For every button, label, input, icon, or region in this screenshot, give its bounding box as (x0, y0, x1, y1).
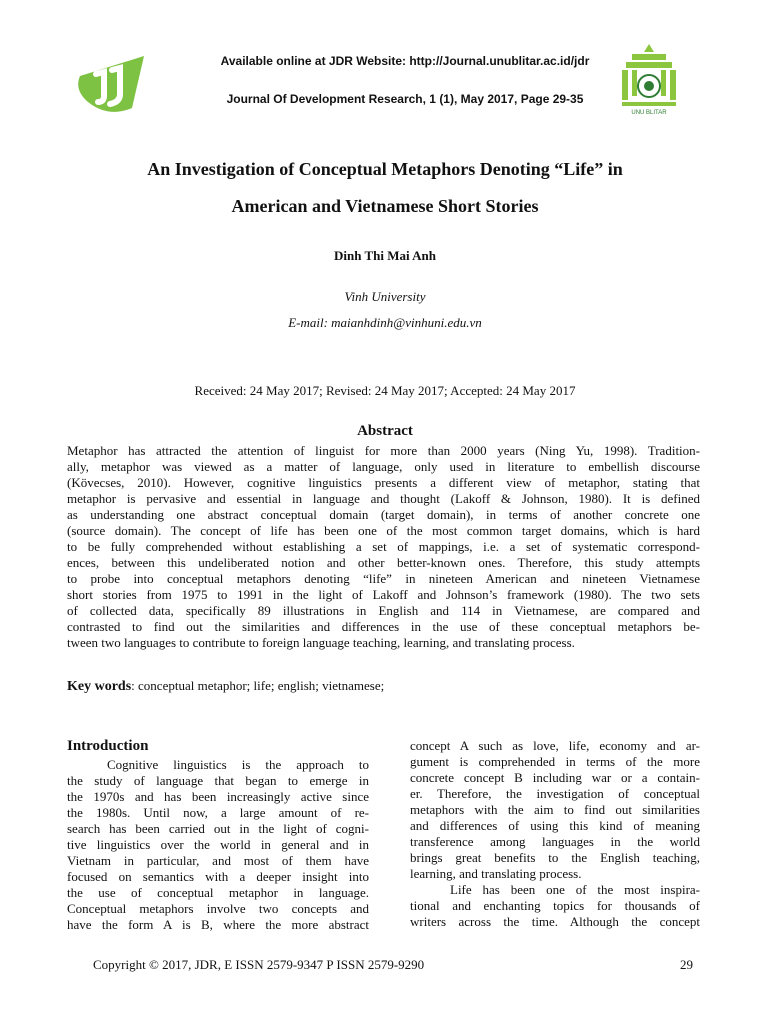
body-line: search has been carried out in the light of cogni- (67, 821, 369, 836)
body-line: the use of conceptual metaphor in language. (67, 885, 369, 900)
keywords-label: Key words (67, 679, 132, 694)
journal-citation-line: Journal Of Development Research, 1 (1), May 2017, Page 29-35 (226, 92, 584, 106)
body-line: gument is comprehended in terms of the more (410, 754, 700, 769)
body-line: tional and enchanting topics for thousands of (410, 898, 700, 913)
introduction-heading: Introduction (67, 738, 149, 754)
abstract-line: Metaphor has attracted the attention of linguist for more than 2000 years (Ning Yu, 1998). Tradition- (67, 443, 700, 458)
body-line: concept A such as love, life, economy and ar- (410, 738, 700, 753)
paper-title-line-1: An Investigation of Conceptual Metaphors Denoting “Life” in (147, 159, 623, 179)
abstract-line: ally, metaphor was viewed as a matter of language, only used in literature to embellish discourse (67, 459, 700, 474)
footer-copyright: Copyright © 2017, JDR, E ISSN 2579-9347 P ISSN 2579-9290 (93, 957, 425, 972)
body-line: tive linguistics over the world in general and in (67, 837, 369, 852)
body-line: er. Therefore, the investigation of conceptual (410, 786, 700, 801)
keywords (67, 678, 700, 695)
body-line: Vietnam in particular, and most of them have (67, 853, 369, 868)
body-line: and differences of using this kind of meaning (410, 818, 700, 833)
abstract-heading: Abstract (357, 423, 413, 439)
abstract-line: (Kövecses, 2010). However, cognitive linguistics presents a different view of metaphor, stating that (67, 475, 700, 490)
abstract-line: tween two languages to contribute to foreign language teaching, learning, and translating process. (67, 635, 575, 650)
submission-dates: Received: 24 May 2017; Revised: 24 May 2017; Accepted: 24 May 2017 (194, 383, 576, 398)
author-affiliation: Vinh University (344, 289, 426, 304)
abstract-line: ences, between this undeliberated notion and other better-known ones. Therefore, this study attempts (67, 555, 700, 570)
body-line: the 1980s. Until now, a large amount of re- (67, 805, 369, 820)
abstract-line: metaphor is pervasive and essential in language and thought (Lakoff & Johnson, 1980). It is defined (67, 491, 700, 506)
journal-logo (74, 50, 146, 116)
body-line: learning, and translating process. (410, 866, 582, 881)
body-line: the 1970s and has been increasingly active since (67, 789, 369, 804)
body-line: writers across the time. Although the concept (410, 914, 700, 929)
author-name: Dinh Thi Mai Anh (333, 248, 436, 263)
body-line: transference among languages in the world (410, 834, 700, 849)
keywords-text: : conceptual metaphor; life; english; vietnamese; (131, 678, 385, 693)
abstract-line: (source domain). The concept of life has been one of the most common target domains, which is hard (67, 523, 700, 538)
abstract-line: to probe into conceptual metaphors denoting “life” in nineteen American and nineteen Vietnamese (67, 571, 700, 586)
body-line: have the form A is B, where the more abstract (67, 917, 369, 932)
abstract-line: short stories from 1975 to 1991 in the light of Lakoff and Johnson’s framework (1980). The two sets (67, 587, 700, 602)
body-line: Conceptual metaphors involve two concepts and (67, 901, 369, 916)
author-email: E-mail: maianhdinh@vinhuni.edu.vn (288, 315, 482, 330)
abstract-line: as understanding one abstract conceptual domain (target domain), in terms of another concrete one (67, 507, 700, 522)
body-line: metaphors with the aim to find out similarities (410, 802, 700, 817)
abstract-line: to be fully comprehended without establishing a set of mappings, i.e. a set of systematic correspond- (67, 539, 700, 554)
journal-website-line: Available online at JDR Website: http://Journal.unublitar.ac.id/jdr (220, 54, 590, 68)
body-line: the study of language that began to emerge in (67, 773, 369, 788)
body-line: focused on semantics with a deeper insight into (67, 869, 369, 884)
page-number: 29 (680, 957, 693, 972)
body-line: Cognitive linguistics is the approach to (107, 757, 369, 772)
svg-text:UNU BLITAR: UNU BLITAR (631, 110, 667, 116)
abstract-line: of collected data, specifically 89 illustrations in English and 114 in Vietnamese, are compared and (67, 603, 700, 618)
body-line: concrete concept B including war or a contain- (410, 770, 700, 785)
body-line: brings great benefits to the English teaching, (410, 850, 700, 865)
abstract-line: contrasted to find out the similarities and differences in the use of these conceptual metaphors be- (67, 619, 700, 634)
body-line: Life has been one of the most inspira- (450, 882, 700, 897)
paper-title-line-2: American and Vietnamese Short Stories (231, 196, 539, 216)
